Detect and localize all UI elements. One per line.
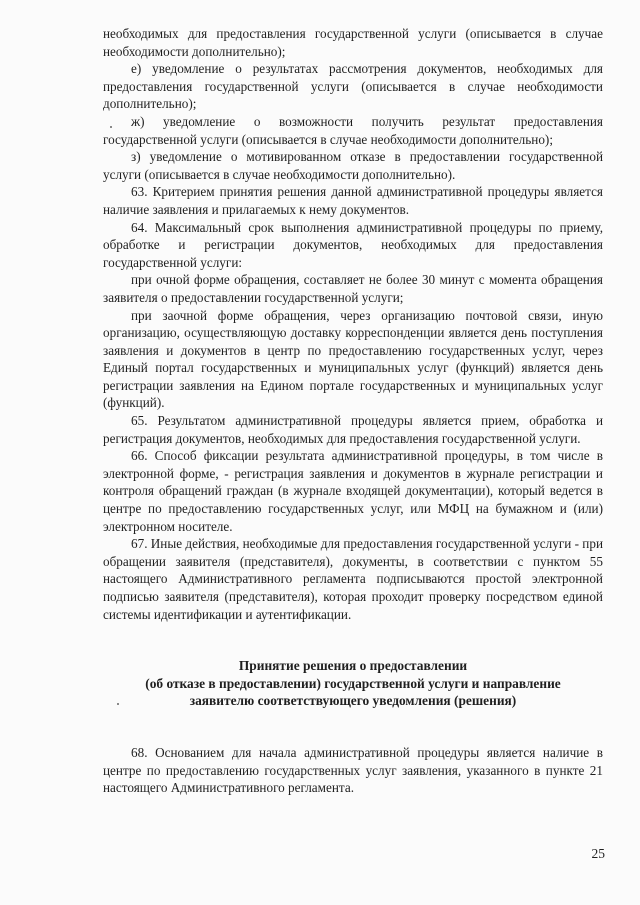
- paragraph-68: 68. Основанием для начала административной процедуры является наличие в центре по предоставлению государственных услуг заявления, указанного в пункте 21 настоящего Административного регламента.: [103, 744, 603, 796]
- section-heading-line-3: заявителю соответствующего уведомления (решения): [189, 693, 517, 709]
- paragraph-65: 65. Результатом административной процедуры является прием, обработка и регистрация документов, необходимых для предоставления государственной услуги.: [103, 413, 603, 446]
- paragraph-67: 67. Иные действия, необходимые для предоставления государственной услуги - при обращении заявителя (представителя), документы, в соответствии с пунктом 55 настоящего Административного регламента подписываются простой электронной подписью заявителя (представителя), которая проходит проверку посредством единой системы идентификации и аутентификации.: [103, 536, 603, 622]
- page-number: 25: [591, 846, 605, 861]
- scan-speck: [117, 703, 119, 705]
- paragraph-64-remote: при заочной форме обращения, через организацию почтовой связи, иную организацию, осуществляющую доставку корреспонденции является день поступления заявления и документов в центр по предоставлению государственных услуг, через Единый портал государственных и муниципальных услуг (функций) является день регистрации заявления на Едином портале государственных и муниципальных услуг (функций).: [103, 307, 603, 411]
- section-heading-line-2: (об отказе в предоставлении) государственной услуги и направление: [145, 675, 561, 691]
- paragraph-item-e: е) уведомление о результатах рассмотрения документов, необходимых для предоставления государственной услуги (описывается в случае необходимости дополнительно);: [103, 61, 603, 112]
- paragraph-63: 63. Критерием принятия решения данной административной процедуры является наличие заявления и прилагаемых к нему документов.: [103, 184, 603, 217]
- section-heading: [103, 657, 603, 710]
- paragraph-item-z: з) уведомление о мотивированном отказе в предоставлении государственной услуги (описывается в случае необходимости дополнительно).: [103, 149, 603, 182]
- paragraph-64-in-person: при очной форме обращения, составляет не более 30 минут с момента обращения заявителя о предоставлении государственной услуги;: [103, 272, 603, 305]
- paragraph-66: 66. Способ фиксации результата административной процедуры, в том числе в электронной форме, - регистрация заявления и документов в журнале регистрации и контроля обращений граждан (в журнале входящей документации), который ведется в центре по предоставлению государственных услуг, или МФЦ на бумажном и (или) электронном носителе.: [103, 448, 603, 534]
- document-body: [103, 25, 603, 797]
- paragraph-64: 64. Максимальный срок выполнения административной процедуры по приему, обработке и регистрации документов, необходимых для предоставления государственной услуги:: [103, 219, 603, 270]
- scan-speck: [110, 126, 112, 128]
- section-heading-line-1: Принятие решения о предоставлении: [238, 658, 468, 674]
- paragraph-item-zh: ж) уведомление о возможности получить результат предоставления государственной услуги (описывается в случае необходимости дополнительно);: [103, 113, 603, 147]
- paragraph-continuation: необходимых для предоставления государственной услуги (описывается в случае необходимости дополнительно);: [103, 26, 603, 59]
